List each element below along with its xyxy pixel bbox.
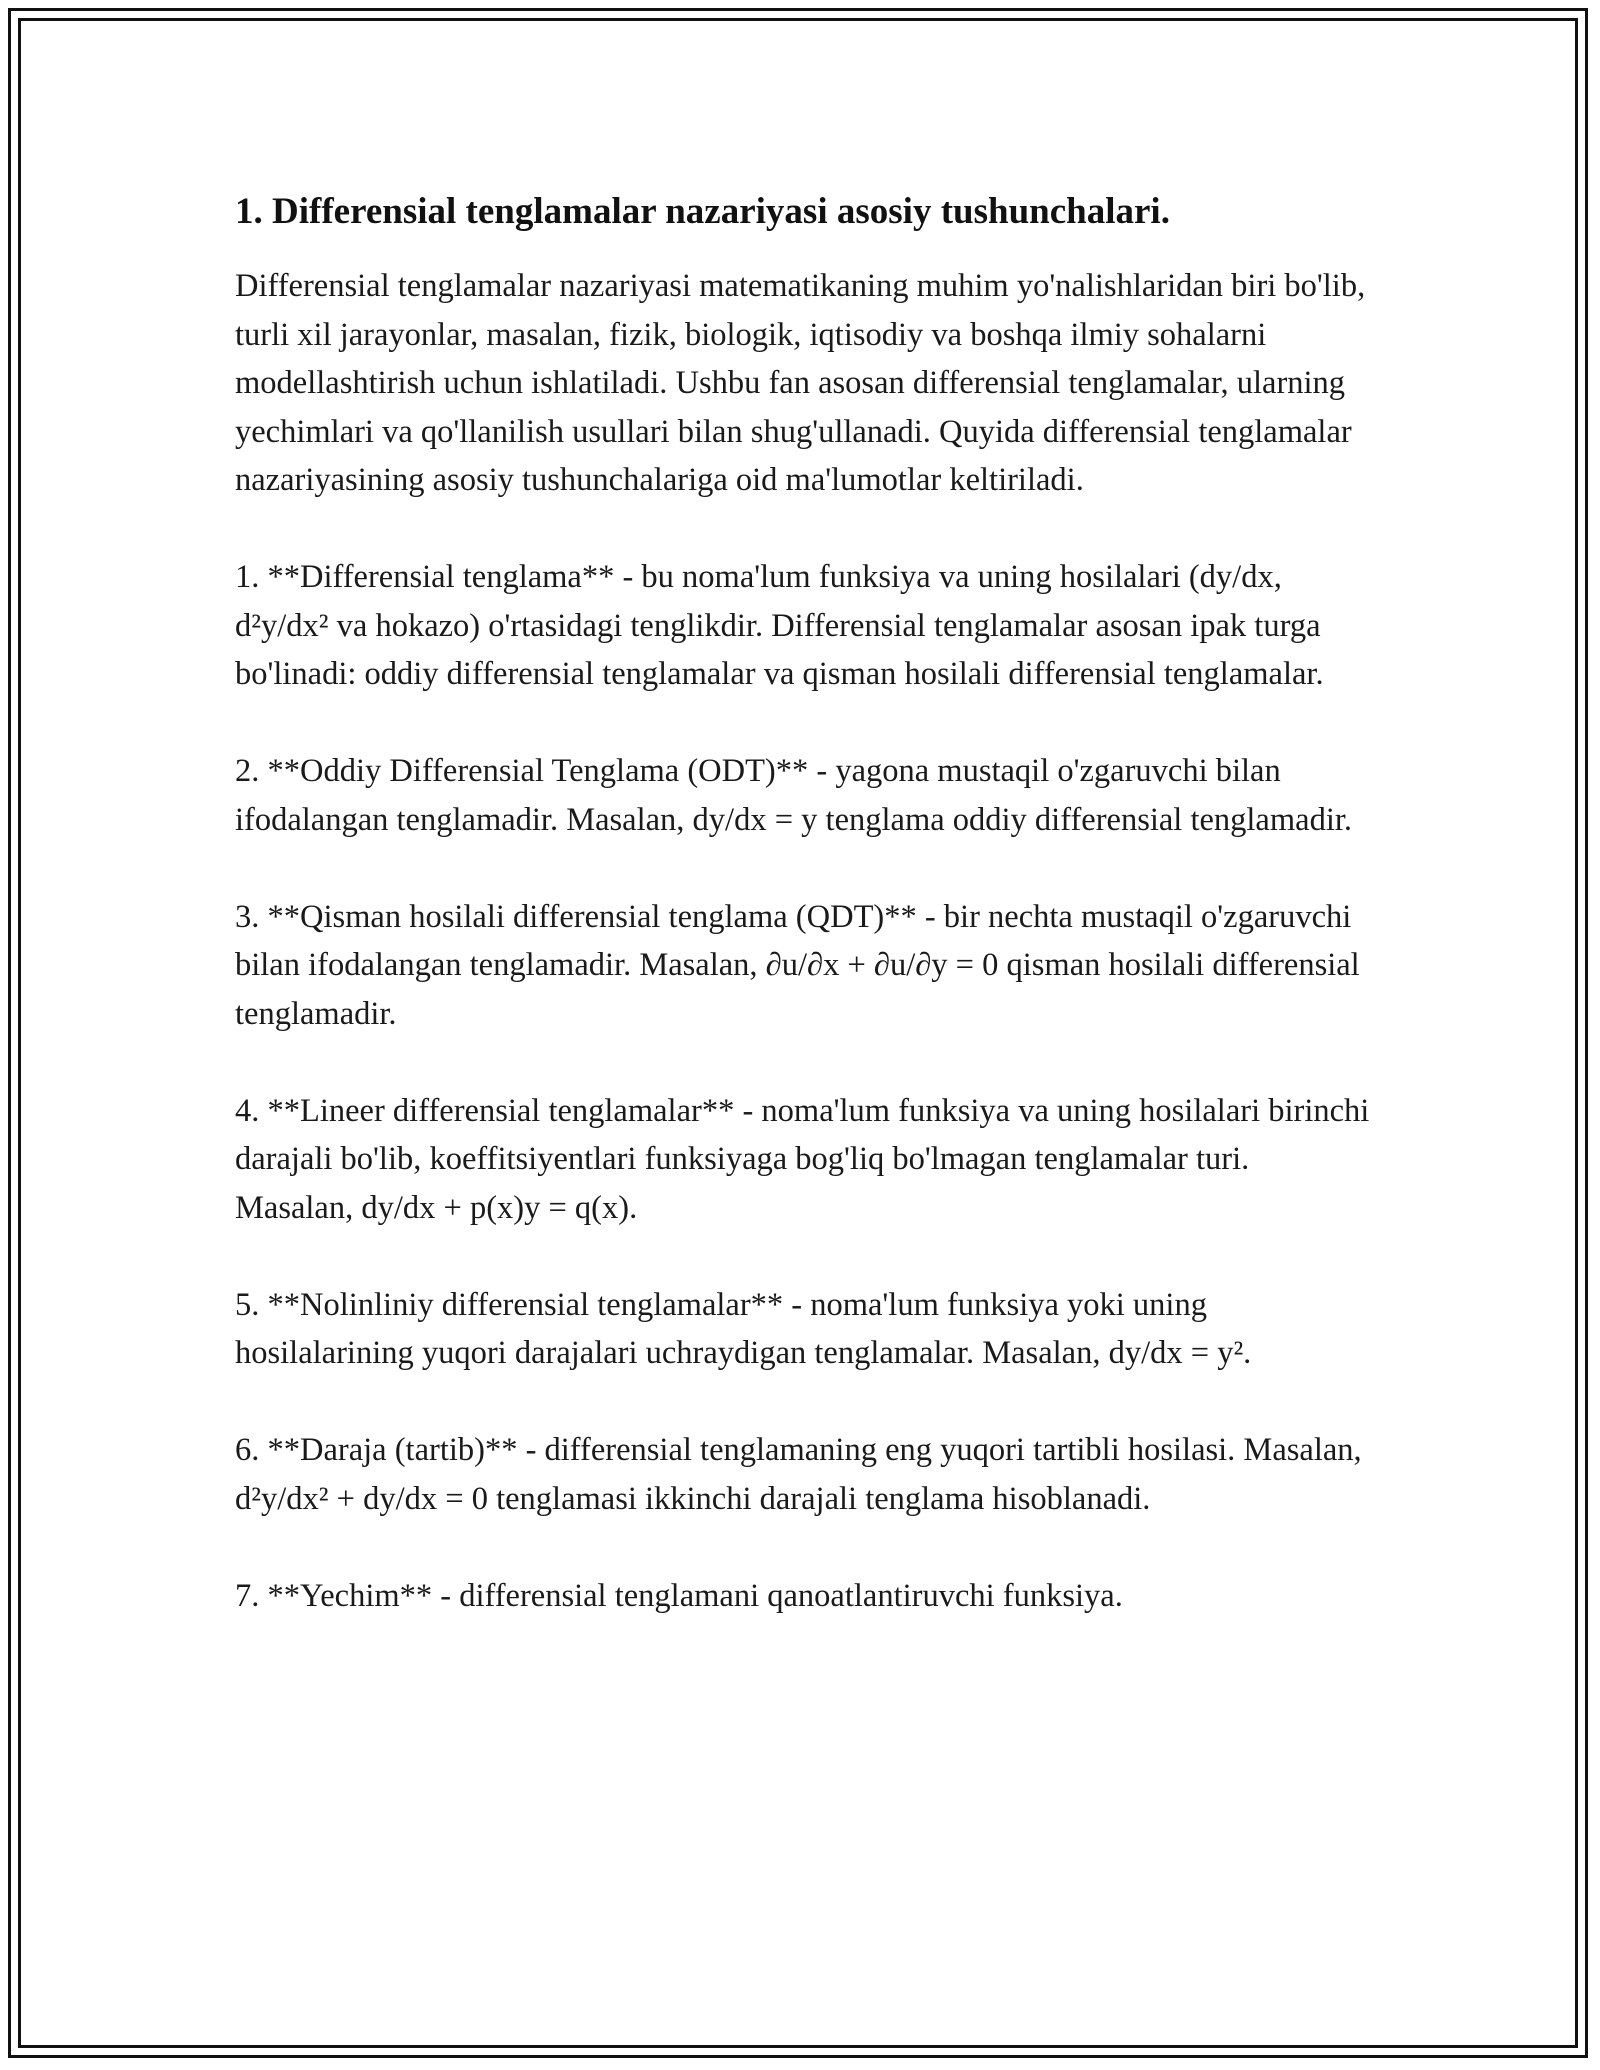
document-body <box>235 188 1375 1669</box>
definition-item-7: 7. **Yechim** - differensial tenglamani qanoatlantiruvchi funksiya. <box>235 1577 1123 1614</box>
definition-item-2: 2. **Oddiy Differensial Tenglama (ODT)** - yagona mustaqil o'zgaruvchi bilan ifodalangan tenglamadir. Masalan, dy/dx = y tenglama oddiy differensial tenglamadir. <box>235 753 1352 838</box>
definition-item-4: 4. **Lineer differensial tenglamalar** - noma'lum funksiya va uning hosilalari birinchi darajali bo'lib, koeffitsiyentlari funksiyaga bog'liq bo'lmagan tenglamalar turi. Masalan, dy/dx + p(x)y = q(x). <box>235 1092 1370 1226</box>
definition-item-3: 3. **Qisman hosilali differensial tenglama (QDT)** - bir nechta mustaqil o'zgaruvchi bilan ifodalangan tenglamadir. Masalan, ∂u/∂x + ∂u/∂y = 0 qisman hosilali differensial tenglamadir. <box>235 898 1360 1032</box>
definition-item-6: 6. **Daraja (tartib)** - differensial tenglamaning eng yuqori tartibli hosilasi. Masalan, d²y/dx² + dy/dx = 0 tenglamasi ikkinchi darajali tenglama hisoblanadi. <box>235 1432 1362 1517</box>
document-title: 1. Differensial tenglamalar nazariyasi asosiy tushunchalari. <box>235 191 1170 232</box>
intro-paragraph: Differensial tenglamalar nazariyasi matematikaning muhim yo'nalishlaridan biri bo'lib, turli xil jarayonlar, masalan, fizik, biologik, iqtisodiy va boshqa ilmiy sohalarni modellashtirish uchun ishlatiladi. Ushbu fan asosan differensial tenglamalar, ularning yechimlari va qo'llanilish usullari bilan shug'ullanadi. Quyida differensial tenglamalar nazariyasining asosiy tushunchalariga oid ma'lumotlar keltiriladi. <box>235 268 1366 498</box>
definition-item-5: 5. **Nolinliniy differensial tenglamalar** - noma'lum funksiya yoki uning hosilalarining yuqori darajalari uchraydigan tenglamalar. Masalan, dy/dx = y². <box>235 1286 1252 1371</box>
definition-item-1: 1. **Differensial tenglama** - bu noma'lum funksiya va uning hosilalari (dy/dx, d²y/dx² va hokazo) o'rtasidagi tenglikdir. Differensial tenglamalar asosan ipak turga bo'linadi: oddiy differensial tenglamalar va qisman hosilali differensial tenglamalar. <box>235 559 1324 692</box>
